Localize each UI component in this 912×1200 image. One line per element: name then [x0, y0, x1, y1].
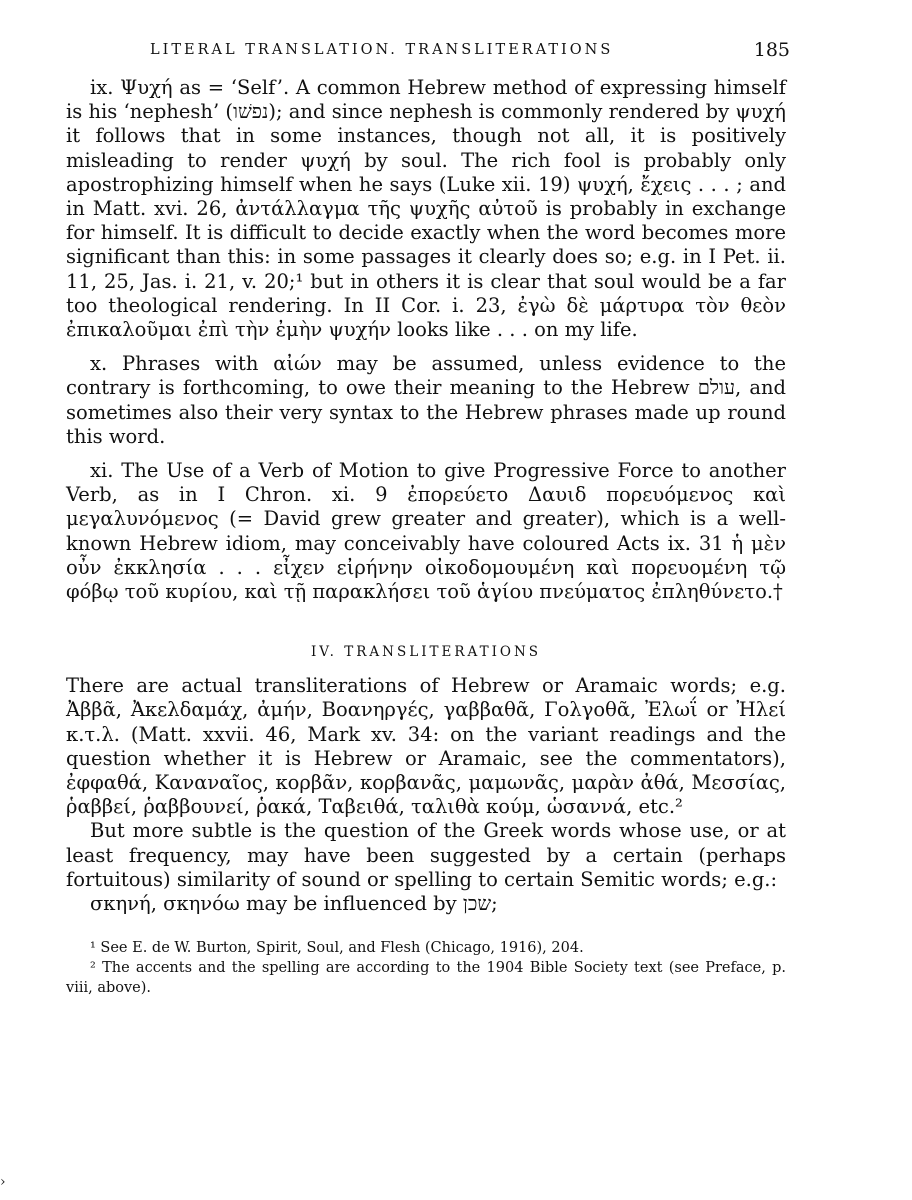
corner-mark: › — [0, 1174, 6, 1190]
paragraph-ix: ix. Ψυχή as = ‘Self’. A common Hebrew method of expressing himself is his ‘nephesh’ (נפשׁו); and since nephesh is commonly rendered by ψυχή it follows that in some instances, though not all, it is positively misleading to render ψυχή by soul. The rich fool is probably only apostrophizing himself when he says (Luke xii. 19) ψυχή, ἔχεις . . . ; and in Matt. xvi. 26, ἀντάλλαγμα τῆς ψυχῆς αὐτοῦ is probably in exchange for himself. It is difficult to decide exactly when the word becomes more significant than this: in some passages it clearly does so; e.g. in I Pet. ii. 11, 25, Jas. i. 21, v. 20;¹ but in others it is clear that soul would be a far too theological rendering. In II Cor. i. 23, ἐγὼ δὲ μάρτυρα τὸν θεὸν ἐπικαλοῦμαι ἐπὶ τὴν ἐμὴν ψυχήν looks like . . . on my life. — [66, 76, 786, 342]
footnote-1: ¹ See E. de W. Burton, Spirit, Soul, and Flesh (Chicago, 1916), 204. — [90, 940, 584, 957]
running-head — [150, 39, 790, 66]
paragraph-x: x. Phrases with αἰών may be assumed, unless evidence to the contrary is forthcoming, to owe their meaning to the Hebrew עולם, and sometimes also their very syntax to the Hebrew phrases made up round this word. — [66, 352, 786, 448]
paragraph-skene-example: σκηνή, σκηνόω may be influenced by שכן; — [90, 892, 498, 916]
page-body — [66, 76, 786, 998]
footnotes — [66, 938, 786, 998]
section-heading: IV. TRANSLITERATIONS — [310, 644, 542, 661]
footnote-2: ² The accents and the spelling are according to the 1904 Bible Society text (see Preface, p. viii, above). — [66, 960, 786, 997]
running-head-title: LITERAL TRANSLATION. TRANSLITERATIONS — [150, 42, 614, 58]
page-number: 185 — [753, 39, 790, 61]
paragraph-xi: xi. The Use of a Verb of Motion to give Progressive Force to another Verb, as in I Chron. xi. 9 ἐπορεύετο Δαυιδ πορευόμενος καὶ μεγαλυνόμενος (= David grew greater and greater), which is a well-known Hebrew idiom, may conceivably have coloured Acts ix. 31 ἡ μὲν οὖν ἐκκλησία . . . εἶχεν εἰρήνην οἰκοδομουμένη καὶ πορευομένη τῷ φόβῳ τοῦ κυρίου, καὶ τῇ παρακλήσει τοῦ ἁγίου πνεύματος ἐπληθύνετο.† — [66, 459, 786, 604]
paragraph-transliterations: There are actual transliterations of Hebrew or Aramaic words; e.g. Ἀββᾶ, Ἀκελδαμάχ, ἀμήν, Βοανηργές, γαββαθᾶ, Γολγοθᾶ, Ἐλωΐ or Ἠλεί κ.τ.λ. (Matt. xxvii. 46, Mark xv. 34: on the variant readings and the question whether it is Hebrew or Aramaic, see the commentators), ἐφφαθά, Καναναῖος, κορβᾶν, κορβανᾶς, μαμωνᾶς, μαρὰν ἀθά, Μεσσίας, ῥαββεί, ῥαββουνεί, ῥακά, Ταβειθά, ταλιθὰ κούμ, ὡσαννά, etc.² — [66, 674, 786, 819]
paragraph-subtle-question: But more subtle is the question of the Greek words whose use, or at least frequency, may have been suggested by a certain (perhaps fortuitous) similarity of sound or spelling to certain Semitic words; e.g.: — [66, 819, 786, 891]
